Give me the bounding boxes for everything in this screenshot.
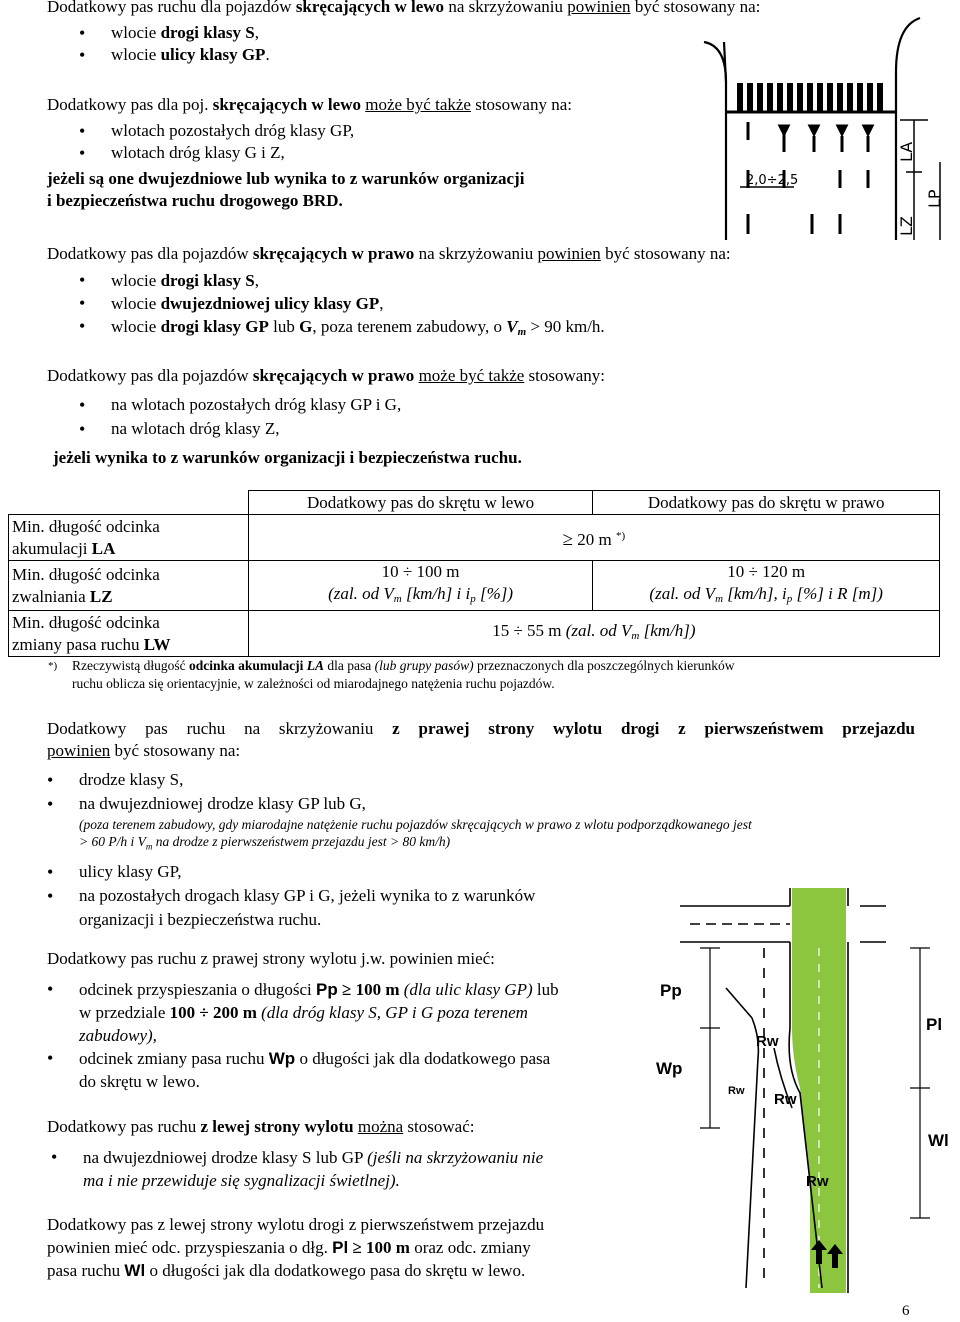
text: być stosowany na: <box>630 0 761 16</box>
section-right-turn-required <box>47 243 947 344</box>
paragraph-intro: Dodatkowy pas dla pojazdów skręcających w prawo na skrzyżowaniu powinien być stosowany na: <box>47 244 731 263</box>
section-right-turn-optional <box>47 365 947 469</box>
text-underlined: powinien <box>567 0 631 16</box>
list-item: • na dwujezdniowej drodze klasy S lub GP (jeśli na skrzyżowaniu nie ma i nie przewiduje się sygnalizacji świetlnej). <box>51 1146 647 1192</box>
label-rw: Rw <box>728 1085 745 1097</box>
section-left-exit <box>47 1116 647 1192</box>
condition: i bezpieczeństwa ruchu drogowego BRD. <box>47 191 343 210</box>
list-item: • wlocie ulicy klasy GP. <box>79 44 887 66</box>
list-item: • drodze klasy S, <box>47 768 915 792</box>
list-item: • odcinek zmiany pasa ruchu Wp o długości jak dla dodatkowego pasa do skrętu w lewo. <box>47 1047 647 1093</box>
list-item: • na wlotach dróg klasy Z, <box>79 417 947 441</box>
list-item: • wlocie drogi klasy GP lub G, poza terenem zabudowy, o $V_m > 90$ km/h. <box>79 315 947 344</box>
row-label: Min. długość odcinka zwalniania LZ <box>9 561 249 611</box>
deceleration-left: 10 ÷ 100 m (zal. od $V_m$ [km/h] i $i_p$ [%]) <box>248 561 593 611</box>
label-wl: Wl <box>928 1131 949 1150</box>
footnote: *) Rzeczywistą długość odcinka akumulacji LA dla pasa (lub grupy pasów) przeznaczonych dla poszczególnych kierunków ruchu oblicza się orientacyjnie, w zależności od miarodajnego natężenia ruchu pojazdów. <box>48 658 735 691</box>
section-left-exit-lanes <box>47 1213 647 1282</box>
paragraph-intro: Dodatkowy pas dla pojazdów skręcających w prawo może być także stosowany: <box>47 366 606 385</box>
header-left-turn: Dodatkowy pas do skrętu w lewo <box>248 491 593 515</box>
paragraph-intro: Dodatkowy pas ruchu z lewej strony wylotu można stosować: <box>47 1117 475 1136</box>
text-bold: skręcających w lewo <box>295 0 445 16</box>
deceleration-right: 10 ÷ 120 m (zal. od $V_m$ [km/h], $i_p$ [%] i R [m]) <box>593 561 940 611</box>
paragraph-intro: Dodatkowy pas ruchu na skrzyżowaniu z prawej strony wylotu drogi z pierwszeństwem przejazdu <box>47 719 916 738</box>
paragraph-intro: Dodatkowy pas ruchu z prawej strony wylotu j.w. powinien mieć: <box>47 949 495 968</box>
table-header-row <box>9 491 940 515</box>
dimension-label: 2,0÷2,5 <box>746 173 799 188</box>
list-item: • wlotach pozostałych dróg klasy GP, <box>79 120 727 142</box>
row-label: Min. długość odcinka akumulacji LA <box>9 515 249 561</box>
list-item: • na wlotach pozostałych dróg klasy GP i G, <box>79 393 947 417</box>
label-pl: Pl <box>926 1015 943 1034</box>
text-line: Dodatkowy pas z lewej strony wylotu drogi z pierwszeństwem przejazdu <box>47 1215 545 1234</box>
text-line: pasa ruchu Wl o długości jak dla dodatkowego pasa do skrętu w lewo. <box>47 1261 526 1280</box>
note: (poza terenem zabudowy, gdy miarodajne natężenie ruchu pojazdów skręcających w prawo z wlotu podporządkowanego jest > 60 P/h i $V_m$ na drodze z pierwszeństwem przejazdu jest > 80 km/h) <box>79 817 752 852</box>
condition: jeżeli wynika to z warunków organizacji i bezpieczeństwa ruchu. <box>53 448 522 467</box>
row-label: Min. długość odcinka zmiany pasa ruchu LW <box>9 611 249 657</box>
paragraph-intro: Dodatkowy pas dla poj. skręcających w lewo może być także stosowany na: <box>47 95 572 114</box>
text: na skrzyżowaniu <box>444 0 568 16</box>
list-item: • odcinek przyspieszania o długości Pp ≥ 100 m (dla ulic klasy GP) lub w przedziale 100 ÷ 200 m (dla dróg klasy S, GP i G poza terenem zabudowy), <box>47 978 647 1047</box>
table-row <box>9 515 940 561</box>
table-row <box>9 561 940 611</box>
text: Dodatkowy pas ruchu dla pojazdów <box>47 0 296 16</box>
lane-length-table <box>8 490 940 657</box>
page-number: 6 <box>902 1303 910 1319</box>
label-rw: Rw <box>756 1033 779 1050</box>
label-lz: LZ <box>897 216 916 236</box>
label-la: LA <box>897 141 916 162</box>
section-right-exit: Dodatkowy pas ruchu na skrzyżowaniu z prawej strony wylotu drogi z pierwszeństwem przejazdu powinien być stosowany na: • drodze klasy S, • na dwujezdniowej drodze klasy GP lub G, (poza terenem zabudowy, gdy miarodajne natężenie ruchu pojazdów skręcających w prawo z wlotu podporządkowanego jest > 60 P/h i $V_m$ na drodze z pierwszeństwem przejazdu jest > 80 km/h) • ulicy klasy GP, • na pozostałych drogach klasy GP i G, jeżeli wynika to z warunków organizacji i bezpieczeństwa ruchu. <box>47 718 915 932</box>
text-line: powinien mieć odc. przyspieszania o dłg. Pl ≥ 100 m oraz odc. zmiany <box>47 1238 531 1257</box>
list-item: • wlocie dwujezdniowej ulicy klasy GP, <box>79 292 947 315</box>
bullet-list <box>79 269 947 344</box>
bullet-list <box>47 768 915 816</box>
bullet-list <box>79 393 947 441</box>
bullet-list <box>47 860 647 932</box>
list-item: • wlocie drogi klasy S, <box>79 22 887 44</box>
table-row <box>9 611 940 657</box>
label-rw: Rw <box>774 1091 797 1108</box>
list-item: • ulicy klasy GP, <box>47 860 647 884</box>
label-rw: Rw <box>806 1173 829 1190</box>
section-left-turn-optional <box>47 94 727 212</box>
bullet-list <box>47 978 647 1093</box>
label-lp: LP <box>925 189 944 208</box>
list-item: • wlotach dróg klasy G i Z, <box>79 142 727 164</box>
condition: jeżeli są one dwujezdniowe lub wynika to z warunków organizacji <box>47 169 525 188</box>
exit-lanes-sketch <box>650 888 960 1293</box>
list-item: • na pozostałych drogach klasy GP i G, jeżeli wynika to z warunków organizacji i bezpieczeństwa ruchu. <box>47 884 647 932</box>
bullet-list <box>51 1146 647 1192</box>
list-item: • na dwujezdniowej drodze klasy GP lub G, <box>47 792 915 816</box>
accumulation-value: ≥ 20 m *) <box>248 515 939 561</box>
section-right-exit-lanes <box>47 948 647 1093</box>
label-wp: Wp <box>656 1059 683 1078</box>
left-turn-lane-sketch <box>700 12 952 240</box>
lane-change-value: 15 ÷ 55 m (zal. od $V_m$ [km/h]) <box>248 611 939 657</box>
label-pp: Pp <box>660 981 682 1000</box>
list-item: • wlocie drogi klasy S, <box>79 269 947 292</box>
bullet-list <box>79 120 727 164</box>
header-right-turn: Dodatkowy pas do skrętu w prawo <box>593 491 940 515</box>
